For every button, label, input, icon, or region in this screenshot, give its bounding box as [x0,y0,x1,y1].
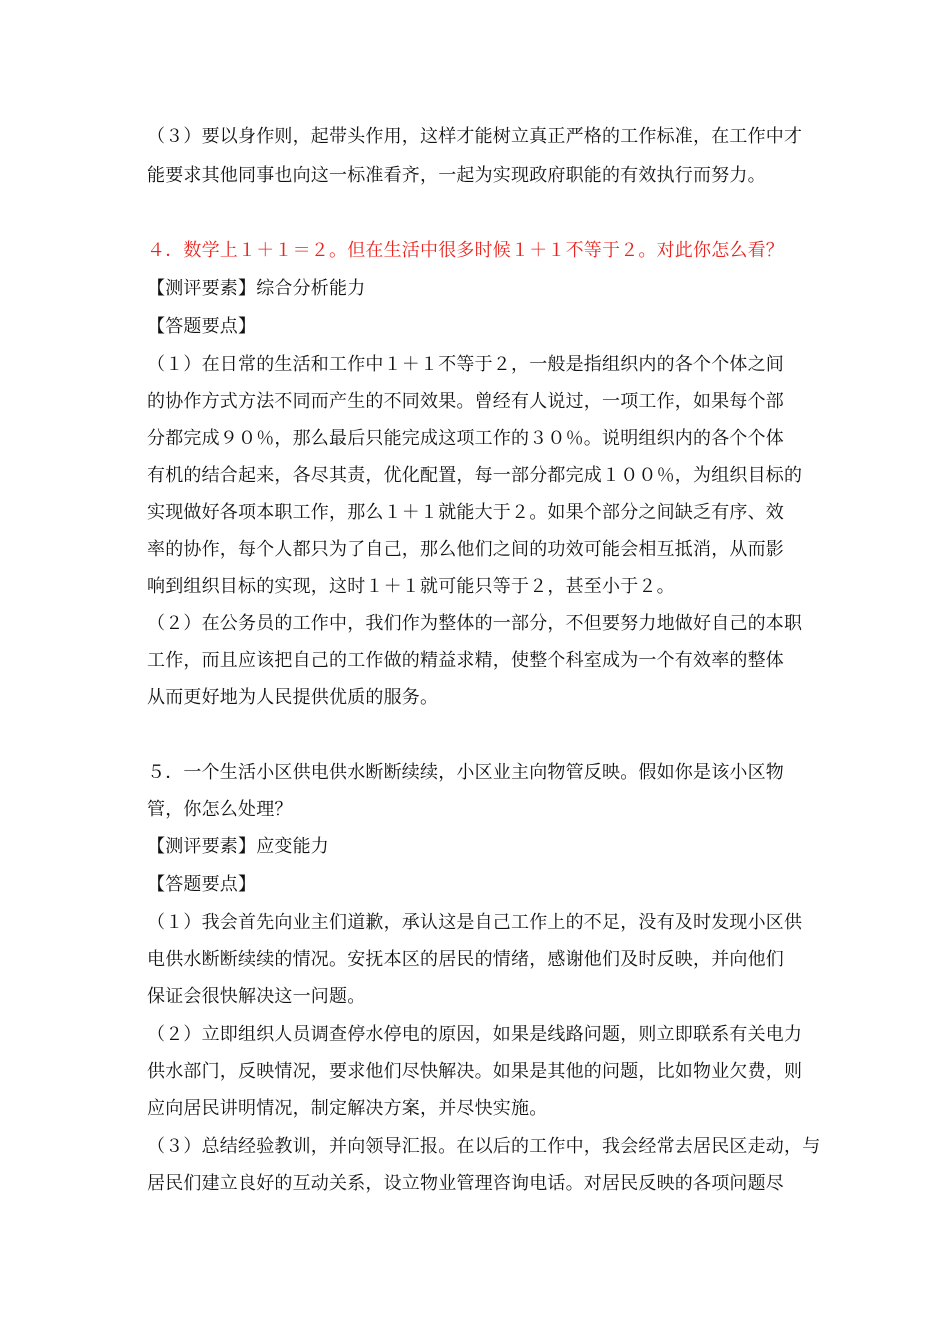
paragraph-line: 响到组织目标的实现，这时１＋１就可能只等于２，甚至小于２。 [147,576,675,597]
paragraph-line: 实现做好各项本职工作，那么１＋１就能大于２。如果个部分之间缺乏有序、效 [147,502,784,523]
assessment-factor: 【测评要素】综合分析能力 [147,278,366,299]
paragraph-line: 能要求其他同事也向这一标准看齐，一起为实现政府职能的有效执行而努力。 [147,165,766,186]
assessment-factor: 【测评要素】应变能力 [147,836,329,857]
paragraph-line: 的协作方式方法不同而产生的不同效果。曾经有人说过，一项工作，如果每个部 [147,391,784,412]
paragraph-line: 电供水断断续续的情况。安抚本区的居民的情绪，感谢他们及时反映，并向他们 [147,949,784,970]
paragraph-line: （２）在公务员的工作中，我们作为整体的一部分，不但要努力地做好自己的本职 [147,613,803,634]
paragraph-line: 率的协作，每个人都只为了自己，那么他们之间的功效可能会相互抵消，从而影 [147,539,784,560]
paragraph-line: 分都完成９０％，那么最后只能完成这项工作的３０％。说明组织内的各个个体 [147,428,784,449]
question-5-title: ５．一个生活小区供电供水断断续续，小区业主向物管反映。假如你是该小区物 [147,762,784,783]
paragraph-line: （３）总结经验教训，并向领导汇报。在以后的工作中，我会经常去居民区走动，与 [147,1136,821,1157]
paragraph-line: 从而更好地为人民提供优质的服务。 [147,687,439,708]
paragraph-line: 居民们建立良好的互动关系，设立物业管理咨询电话。对居民反映的各项问题尽 [147,1173,784,1194]
paragraph-line: 保证会很快解决这一问题。 [147,986,366,1007]
paragraph-line: （２）立即组织人员调查停水停电的原因，如果是线路问题，则立即联系有关电力 [147,1024,803,1045]
paragraph-line: 工作，而且应该把自己的工作做的精益求精，使整个科室成为一个有效率的整体 [147,650,784,671]
answer-points-label: 【答题要点】 [147,874,257,895]
paragraph-line: 应向居民讲明情况，制定解决方案，并尽快实施。 [147,1098,548,1119]
paragraph-line: 供水部门，反映情况，要求他们尽快解决。如果是其他的问题，比如物业欠费，则 [147,1061,803,1082]
question-5-title: 管，你怎么处理？ [147,799,293,820]
paragraph-line: （１）在日常的生活和工作中１＋１不等于２，一般是指组织内的各个个体之间 [147,354,784,375]
question-4-title: ４．数学上１＋１＝２。但在生活中很多时候１＋１不等于２。对此你怎么看？ [147,240,784,261]
paragraph-line: 有机的结合起来，各尽其责，优化配置，每一部分都完成１００％，为组织目标的 [147,465,803,486]
paragraph-line: （１）我会首先向业主们道歉，承认这是自己工作上的不足，没有及时发现小区供 [147,912,803,933]
answer-points-label: 【答题要点】 [147,316,257,337]
paragraph-line: （３）要以身作则，起带头作用，这样才能树立真正严格的工作标准，在工作中才 [147,126,803,147]
